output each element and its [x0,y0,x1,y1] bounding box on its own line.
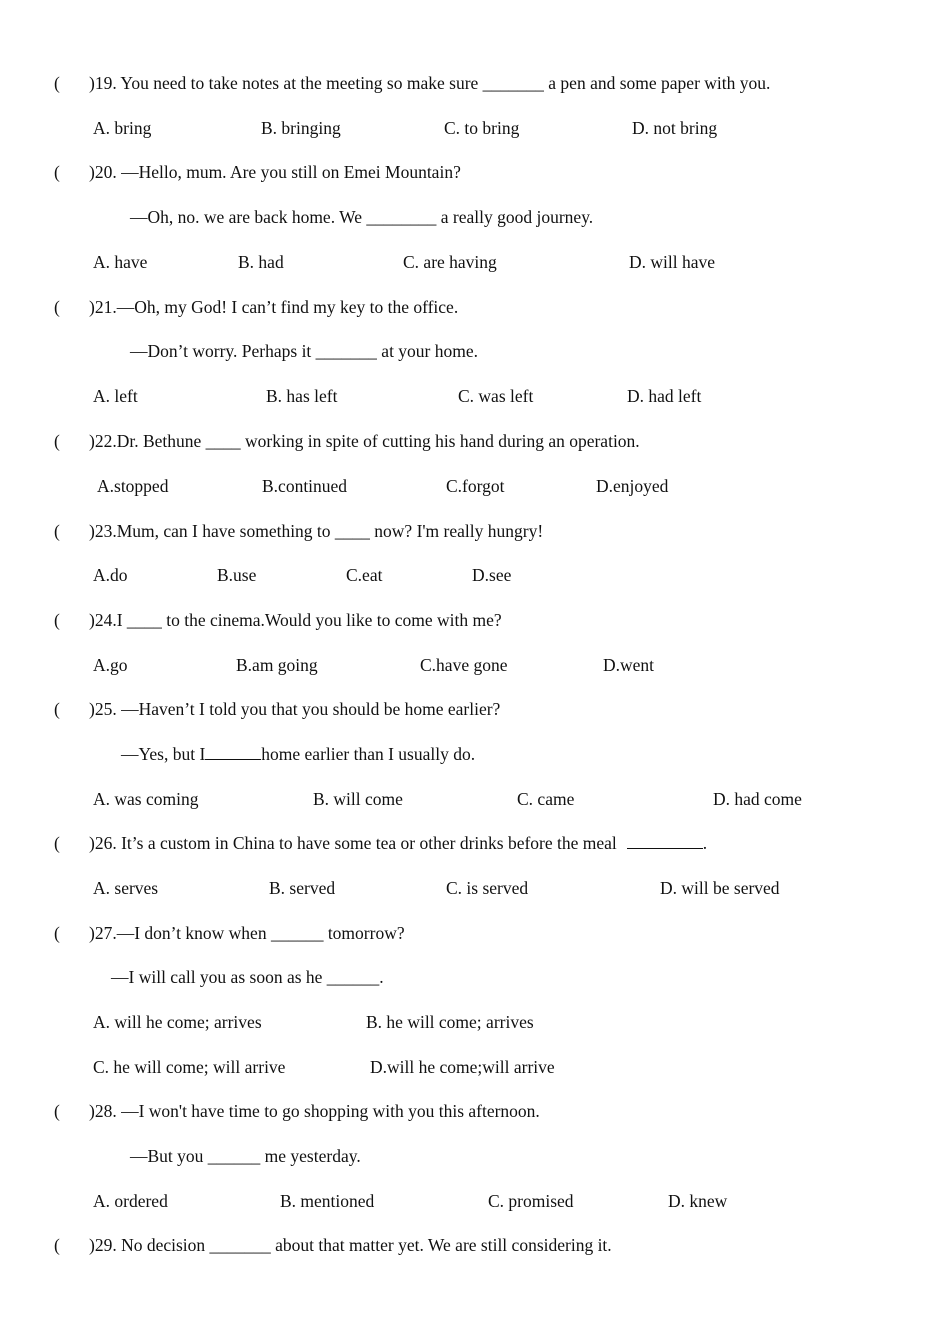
q28-option-b: B. mentioned [280,1191,375,1211]
answer-bracket[interactable]: ( [54,73,60,93]
answer-bracket[interactable]: ( [54,923,60,943]
q23-option-a: A.do [93,565,128,585]
question-19-stem: )19. You need to take notes at the meeting so make sure _______ a pen and some paper with you. [89,73,771,93]
q28-option-a: A. ordered [93,1191,168,1211]
answer-blank [627,847,703,849]
q26-option-a: A. serves [93,878,159,898]
q24-option-b: B.am going [236,655,318,675]
question-25-stem: )25. —Haven’t I told you that you should be home earlier? [89,699,501,719]
q20-option-d: D. will have [629,252,716,272]
reply-text-after: home earlier than I usually do. [261,744,476,764]
question-27-reply: —I will call you as soon as he ______. [111,967,384,987]
q21-option-d: D. had left [627,386,702,406]
question-26-stem [89,832,707,854]
question-28-reply: —But you ______ me yesterday. [130,1146,361,1166]
q26-option-c: C. is served [446,878,529,898]
answer-bracket[interactable]: ( [54,1101,60,1121]
q28-option-c: C. promised [488,1191,574,1211]
question-21-stem: )21.—Oh, my God! I can’t find my key to the office. [89,297,459,317]
q27-option-d: D.will he come;will arrive [370,1057,555,1077]
stem-end: . [702,833,708,853]
q27-option-b: B. he will come; arrives [366,1012,534,1032]
q19-option-b: B. bringing [261,118,341,138]
q19-option-d: D. not bring [632,118,718,138]
answer-bracket[interactable]: ( [54,521,60,541]
q27-option-c: C. he will come; will arrive [93,1057,286,1077]
question-25-reply [121,743,475,765]
q23-option-b: B.use [217,565,257,585]
q26-option-b: B. served [269,878,336,898]
q22-option-b: B.continued [262,476,348,496]
reply-text-before: —Yes, but I [121,744,206,764]
question-21-reply: —Don’t worry. Perhaps it _______ at your home. [130,341,479,361]
q19-option-c: C. to bring [444,118,520,138]
q24-option-c: C.have gone [420,655,508,675]
question-24-stem: )24.I ____ to the cinema.Would you like to come with me? [89,610,502,630]
q20-option-c: C. are having [403,252,497,272]
question-23-stem: )23.Mum, can I have something to ____ now? I'm really hungry! [89,521,544,541]
answer-bracket[interactable]: ( [54,431,60,451]
q20-option-b: B. had [238,252,284,272]
q26-option-d: D. will be served [660,878,780,898]
q21-option-b: B. has left [266,386,338,406]
answer-bracket[interactable]: ( [54,610,60,630]
q25-option-a: A. was coming [93,789,199,809]
q23-option-d: D.see [472,565,512,585]
q20-option-a: A. have [93,252,148,272]
q25-option-d: D. had come [713,789,802,809]
answer-bracket[interactable]: ( [54,1235,60,1255]
answer-bracket[interactable]: ( [54,833,60,853]
q21-option-a: A. left [93,386,138,406]
q19-option-a: A. bring [93,118,152,138]
q25-option-c: C. came [517,789,575,809]
q28-option-d: D. knew [668,1191,728,1211]
answer-blank [205,758,261,760]
q23-option-c: C.eat [346,565,383,585]
q22-option-a: A.stopped [97,476,169,496]
q24-option-d: D.went [603,655,655,675]
question-29-stem: )29. No decision _______ about that matter yet. We are still considering it. [89,1235,612,1255]
q21-option-c: C. was left [458,386,534,406]
q25-option-b: B. will come [313,789,403,809]
question-20-stem: )20. —Hello, mum. Are you still on Emei Mountain? [89,162,461,182]
answer-bracket[interactable]: ( [54,297,60,317]
q22-option-c: C.forgot [446,476,505,496]
question-20-reply: —Oh, no. we are back home. We ________ a really good journey. [130,207,594,227]
q27-option-a: A. will he come; arrives [93,1012,262,1032]
question-28-stem: )28. —I won't have time to go shopping with you this afternoon. [89,1101,540,1121]
q22-option-d: D.enjoyed [596,476,669,496]
answer-bracket[interactable]: ( [54,699,60,719]
answer-bracket[interactable]: ( [54,162,60,182]
q24-option-a: A.go [93,655,128,675]
stem-text: )26. It’s a custom in China to have some tea or other drinks before the meal [89,833,617,853]
question-22-stem: )22.Dr. Bethune ____ working in spite of cutting his hand during an operation. [89,431,640,451]
question-27-stem: )27.—I don’t know when ______ tomorrow? [89,923,405,943]
